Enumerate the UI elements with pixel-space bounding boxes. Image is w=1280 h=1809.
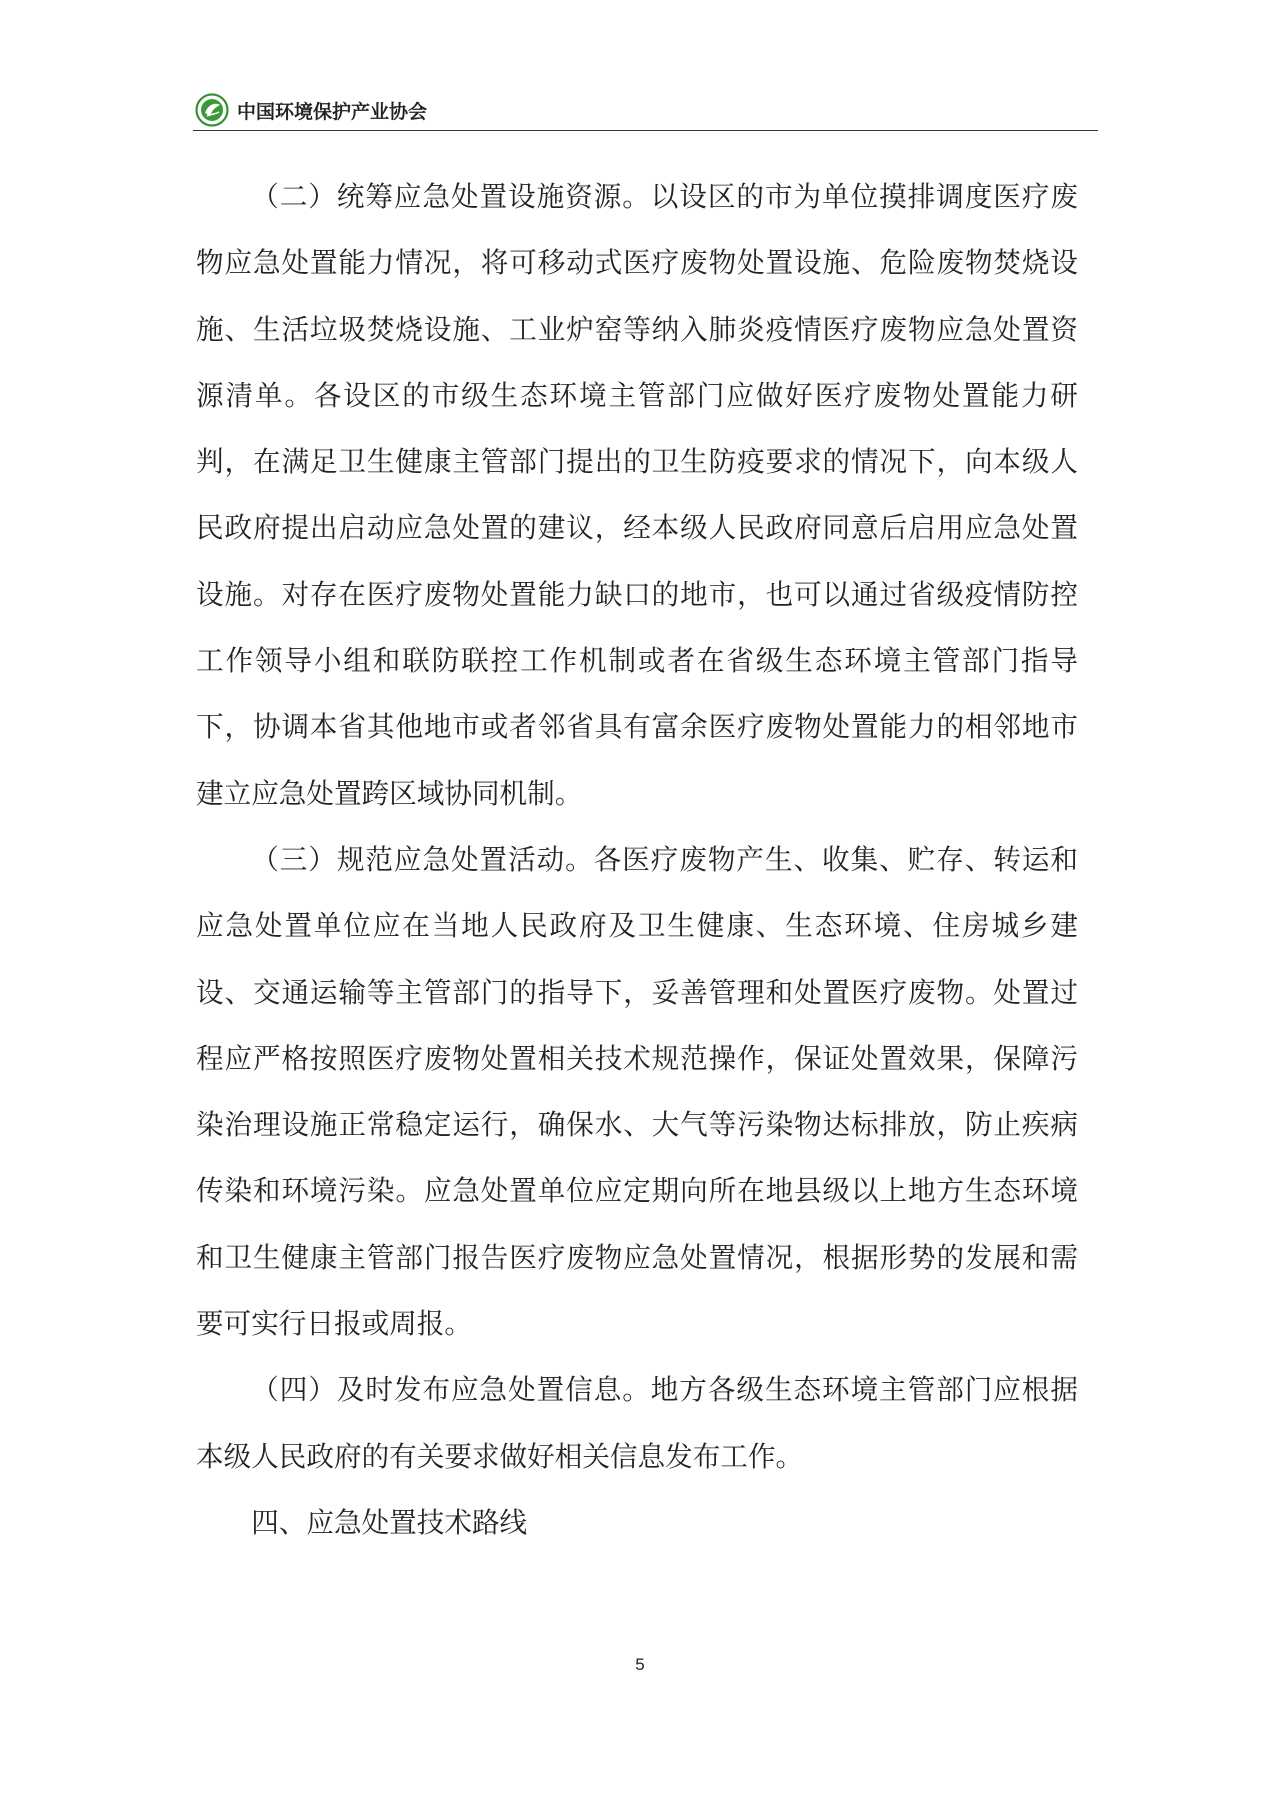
- association-logo-icon: [195, 93, 229, 127]
- page-header: [195, 90, 1095, 130]
- paragraph-coordinate-facilities: （二）统筹应急处置设施资源。以设区的市为单位摸排调度医疗废物应急处置能力情况，将可移动式医疗废物处置设施、危险废物焚烧设施、生活垃圾焚烧设施、工业炉窑等纳入肺炎疫情医疗废物应急处置资源清单。各设区的市级生态环境主管部门应做好医疗废物处置能力研判，在满足卫生健康主管部门提出的卫生防疫要求的情况下，向本级人民政府提出启动应急处置的建议，经本级人民政府同意后启用应急处置设施。对存在医疗废物处置能力缺口的地市，也可以通过省级疫情防控工作领导小组和联防联控工作机制或者在省级生态环境主管部门指导下，协调本省其他地市或者邻省具有富余医疗废物处置能力的相邻地市建立应急处置跨区域协同机制。: [196, 180, 1078, 810]
- org-name: 中国环境保护产业协会: [237, 100, 428, 123]
- paragraph-standardize-activities: （三）规范应急处置活动。各医疗废物产生、收集、贮存、转运和应急处置单位应在当地人民政府及卫生健康、生态环境、住房城乡建设、交通运输等主管部门的指导下，妥善管理和处置医疗废物。处置过程应严格按照医疗废物处置相关技术规范操作，保证处置效果，保障污染治理设施正常稳定运行，确保水、大气等污染物达标排放，防止疾病传染和环境污染。应急处置单位应定期向所在地县级以上地方生态环境和卫生健康主管部门报告医疗废物应急处置情况，根据形势的发展和需要可实行日报或周报。: [196, 842, 1078, 1341]
- document-body: [196, 164, 1078, 1556]
- paragraph-publish-information: （四）及时发布应急处置信息。地方各级生态环境主管部门应根据本级人民政府的有关要求做好相关信息发布工作。: [196, 1373, 1078, 1473]
- page-number: 5: [635, 1655, 645, 1674]
- section-heading-technical-route: 四、应急处置技术路线: [251, 1505, 528, 1539]
- header-divider: [193, 130, 1098, 131]
